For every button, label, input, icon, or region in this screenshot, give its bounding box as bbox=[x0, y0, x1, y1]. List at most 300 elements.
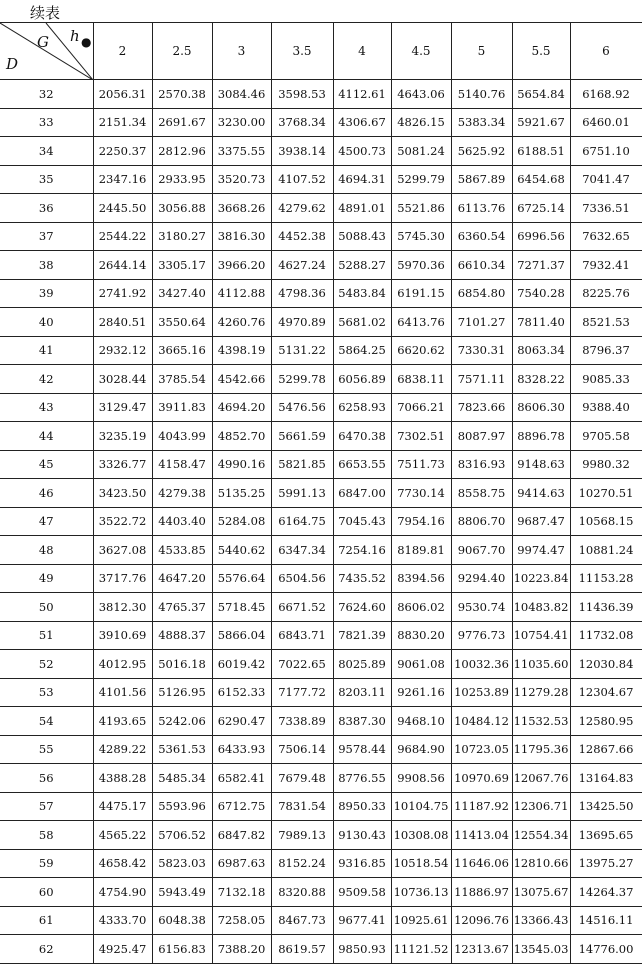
table-cell: 6610.34 bbox=[451, 251, 512, 280]
table-cell: 11532.53 bbox=[512, 707, 570, 736]
table-cell: 5681.02 bbox=[333, 308, 391, 337]
table-row bbox=[0, 450, 642, 479]
table-cell: 10518.54 bbox=[391, 849, 451, 878]
row-label-d: 35 bbox=[0, 165, 93, 194]
table-cell: 3812.30 bbox=[93, 593, 152, 622]
table-row bbox=[0, 507, 642, 536]
row-label-d: 56 bbox=[0, 764, 93, 793]
table-cell: 3816.30 bbox=[212, 222, 271, 251]
column-header: 4.5 bbox=[391, 23, 451, 80]
table-cell: 9980.32 bbox=[570, 450, 642, 479]
table-cell: 4112.88 bbox=[212, 279, 271, 308]
table-cell: 3785.54 bbox=[152, 365, 212, 394]
row-label-d: 55 bbox=[0, 735, 93, 764]
table-row bbox=[0, 80, 642, 109]
table-cell: 13545.03 bbox=[512, 935, 570, 964]
row-label-d: 48 bbox=[0, 536, 93, 565]
table-cell: 2056.31 bbox=[93, 80, 152, 109]
table-cell: 6191.15 bbox=[391, 279, 451, 308]
row-label-d: 38 bbox=[0, 251, 93, 280]
table-cell: 7823.66 bbox=[451, 393, 512, 422]
table-cell: 5483.84 bbox=[333, 279, 391, 308]
table-cell: 11732.08 bbox=[570, 621, 642, 650]
table-cell: 5135.25 bbox=[212, 479, 271, 508]
column-header: 2.5 bbox=[152, 23, 212, 80]
row-label-d: 50 bbox=[0, 593, 93, 622]
table-cell: 6113.76 bbox=[451, 194, 512, 223]
table-cell: 12313.67 bbox=[451, 935, 512, 964]
table-cell: 6582.41 bbox=[212, 764, 271, 793]
table-row bbox=[0, 593, 642, 622]
table-row bbox=[0, 165, 642, 194]
table-row bbox=[0, 792, 642, 821]
table-row bbox=[0, 564, 642, 593]
table-cell: 12096.76 bbox=[451, 906, 512, 935]
table-cell: 13075.67 bbox=[512, 878, 570, 907]
table-cell: 7624.60 bbox=[333, 593, 391, 622]
table-cell: 7506.14 bbox=[271, 735, 333, 764]
table-cell: 5921.67 bbox=[512, 108, 570, 137]
table-cell: 10568.15 bbox=[570, 507, 642, 536]
table-cell: 10484.12 bbox=[451, 707, 512, 736]
table-cell: 9061.08 bbox=[391, 650, 451, 679]
table-cell: 7066.21 bbox=[391, 393, 451, 422]
table-cell: 8806.70 bbox=[451, 507, 512, 536]
table-cell: 14776.00 bbox=[570, 935, 642, 964]
table-cell: 4970.89 bbox=[271, 308, 333, 337]
table-cell: 2812.96 bbox=[152, 137, 212, 166]
table-cell: 12304.67 bbox=[570, 678, 642, 707]
table-cell: 5867.89 bbox=[451, 165, 512, 194]
table-cell: 7989.13 bbox=[271, 821, 333, 850]
column-header: 3.5 bbox=[271, 23, 333, 80]
table-cell: 5991.13 bbox=[271, 479, 333, 508]
table-cell: 6838.11 bbox=[391, 365, 451, 394]
corner-dot-icon: ● bbox=[81, 35, 92, 49]
table-cell: 10270.51 bbox=[570, 479, 642, 508]
row-label-d: 37 bbox=[0, 222, 93, 251]
column-header: 3 bbox=[212, 23, 271, 80]
table-cell: 9509.58 bbox=[333, 878, 391, 907]
table-row bbox=[0, 821, 642, 850]
table-cell: 5485.34 bbox=[152, 764, 212, 793]
table-cell: 3423.50 bbox=[93, 479, 152, 508]
table-cell: 10483.82 bbox=[512, 593, 570, 622]
table-cell: 4565.22 bbox=[93, 821, 152, 850]
table-cell: 9130.43 bbox=[333, 821, 391, 850]
column-header: 5.5 bbox=[512, 23, 570, 80]
table-cell: 5576.64 bbox=[212, 564, 271, 593]
table-cell: 14516.11 bbox=[570, 906, 642, 935]
table-cell: 3717.76 bbox=[93, 564, 152, 593]
table-cell: 3129.47 bbox=[93, 393, 152, 422]
table-cell: 9316.85 bbox=[333, 849, 391, 878]
table-cell: 7045.43 bbox=[333, 507, 391, 536]
table-row bbox=[0, 935, 642, 964]
table-cell: 3910.69 bbox=[93, 621, 152, 650]
table-cell: 2250.37 bbox=[93, 137, 152, 166]
table-cell: 8606.30 bbox=[512, 393, 570, 422]
table-cell: 4158.47 bbox=[152, 450, 212, 479]
table-cell: 4533.85 bbox=[152, 536, 212, 565]
table-cell: 8320.88 bbox=[271, 878, 333, 907]
table-cell: 6156.83 bbox=[152, 935, 212, 964]
table-cell: 7258.05 bbox=[212, 906, 271, 935]
table-cell: 6847.00 bbox=[333, 479, 391, 508]
table-row bbox=[0, 479, 642, 508]
table-cell: 4043.99 bbox=[152, 422, 212, 451]
table-cell: 9388.40 bbox=[570, 393, 642, 422]
table-row bbox=[0, 878, 642, 907]
table-cell: 8796.37 bbox=[570, 336, 642, 365]
table-cell: 9687.47 bbox=[512, 507, 570, 536]
table-cell: 4627.24 bbox=[271, 251, 333, 280]
table-cell: 6712.75 bbox=[212, 792, 271, 821]
table-caption: 续表 bbox=[30, 4, 61, 22]
table-cell: 2445.50 bbox=[93, 194, 152, 223]
table-cell: 6996.56 bbox=[512, 222, 570, 251]
table-cell: 3180.27 bbox=[152, 222, 212, 251]
table-cell: 6433.93 bbox=[212, 735, 271, 764]
table-cell: 3550.64 bbox=[152, 308, 212, 337]
table-cell: 5706.52 bbox=[152, 821, 212, 850]
table-cell: 10104.75 bbox=[391, 792, 451, 821]
row-label-d: 49 bbox=[0, 564, 93, 593]
table-cell: 7540.28 bbox=[512, 279, 570, 308]
row-label-d: 34 bbox=[0, 137, 93, 166]
table-cell: 8225.76 bbox=[570, 279, 642, 308]
row-label-d: 57 bbox=[0, 792, 93, 821]
table-cell: 5126.95 bbox=[152, 678, 212, 707]
table-row bbox=[0, 279, 642, 308]
table-cell: 9261.16 bbox=[391, 678, 451, 707]
row-label-d: 60 bbox=[0, 878, 93, 907]
table-cell: 4694.20 bbox=[212, 393, 271, 422]
table-cell: 13366.43 bbox=[512, 906, 570, 935]
table-cell: 6620.62 bbox=[391, 336, 451, 365]
row-label-d: 47 bbox=[0, 507, 93, 536]
table-cell: 12867.66 bbox=[570, 735, 642, 764]
table-cell: 5745.30 bbox=[391, 222, 451, 251]
row-label-d: 39 bbox=[0, 279, 93, 308]
table-cell: 4279.62 bbox=[271, 194, 333, 223]
table-row bbox=[0, 194, 642, 223]
table-cell: 6258.93 bbox=[333, 393, 391, 422]
table-cell: 4542.66 bbox=[212, 365, 271, 394]
table-cell: 5284.08 bbox=[212, 507, 271, 536]
table-cell: 3028.44 bbox=[93, 365, 152, 394]
table-row bbox=[0, 906, 642, 935]
table-cell: 6360.54 bbox=[451, 222, 512, 251]
column-header: 4 bbox=[333, 23, 391, 80]
row-label-d: 51 bbox=[0, 621, 93, 650]
table-cell: 6056.89 bbox=[333, 365, 391, 394]
table-cell: 11646.06 bbox=[451, 849, 512, 878]
table-cell: 8189.81 bbox=[391, 536, 451, 565]
table-cell: 2691.67 bbox=[152, 108, 212, 137]
table-cell: 4647.20 bbox=[152, 564, 212, 593]
row-label-d: 44 bbox=[0, 422, 93, 451]
row-label-d: 54 bbox=[0, 707, 93, 736]
table-cell: 4798.36 bbox=[271, 279, 333, 308]
table-cell: 4826.15 bbox=[391, 108, 451, 137]
table-cell: 6725.14 bbox=[512, 194, 570, 223]
table-cell: 11795.36 bbox=[512, 735, 570, 764]
corner-label-g: G bbox=[37, 33, 49, 51]
table-cell: 8387.30 bbox=[333, 707, 391, 736]
column-header: 6 bbox=[570, 23, 642, 80]
row-label-d: 58 bbox=[0, 821, 93, 850]
table-cell: 3598.53 bbox=[271, 80, 333, 109]
table-cell: 8776.55 bbox=[333, 764, 391, 793]
table-cell: 6152.33 bbox=[212, 678, 271, 707]
table-cell: 5383.34 bbox=[451, 108, 512, 137]
table-cell: 5299.78 bbox=[271, 365, 333, 394]
table-row bbox=[0, 621, 642, 650]
table-cell: 12067.76 bbox=[512, 764, 570, 793]
table-cell: 5521.86 bbox=[391, 194, 451, 223]
table-cell: 9974.47 bbox=[512, 536, 570, 565]
table-cell: 9578.44 bbox=[333, 735, 391, 764]
table-cell: 6470.38 bbox=[333, 422, 391, 451]
table-cell: 5970.36 bbox=[391, 251, 451, 280]
table-cell: 6019.42 bbox=[212, 650, 271, 679]
row-label-d: 42 bbox=[0, 365, 93, 394]
table-cell: 3427.40 bbox=[152, 279, 212, 308]
column-header: 5 bbox=[451, 23, 512, 80]
corner-cell bbox=[0, 23, 93, 80]
table-cell: 4643.06 bbox=[391, 80, 451, 109]
table-cell: 10754.41 bbox=[512, 621, 570, 650]
table-cell: 3230.00 bbox=[212, 108, 271, 137]
table-row bbox=[0, 650, 642, 679]
table-cell: 7511.73 bbox=[391, 450, 451, 479]
table-cell: 4765.37 bbox=[152, 593, 212, 622]
table-row bbox=[0, 422, 642, 451]
table-cell: 7338.89 bbox=[271, 707, 333, 736]
table-cell: 6854.80 bbox=[451, 279, 512, 308]
table-cell: 8316.93 bbox=[451, 450, 512, 479]
table-cell: 5361.53 bbox=[152, 735, 212, 764]
table-cell: 6048.38 bbox=[152, 906, 212, 935]
table-cell: 11121.52 bbox=[391, 935, 451, 964]
table-cell: 9530.74 bbox=[451, 593, 512, 622]
table-cell: 2932.12 bbox=[93, 336, 152, 365]
table-cell: 11279.28 bbox=[512, 678, 570, 707]
table-cell: 8203.11 bbox=[333, 678, 391, 707]
table-cell: 4925.47 bbox=[93, 935, 152, 964]
table-cell: 9468.10 bbox=[391, 707, 451, 736]
table-cell: 10970.69 bbox=[451, 764, 512, 793]
corner-label-h: h bbox=[70, 27, 80, 45]
table-row bbox=[0, 108, 642, 137]
table-cell: 9705.58 bbox=[570, 422, 642, 451]
table-cell: 6671.52 bbox=[271, 593, 333, 622]
table-cell: 11153.28 bbox=[570, 564, 642, 593]
table-cell: 6168.92 bbox=[570, 80, 642, 109]
table-cell: 10736.13 bbox=[391, 878, 451, 907]
row-label-d: 40 bbox=[0, 308, 93, 337]
table-cell: 9148.63 bbox=[512, 450, 570, 479]
table-cell: 3665.16 bbox=[152, 336, 212, 365]
table-cell: 6347.34 bbox=[271, 536, 333, 565]
table-row bbox=[0, 251, 642, 280]
table-cell: 8063.34 bbox=[512, 336, 570, 365]
corner-label-d: D bbox=[6, 55, 19, 73]
table-cell: 6987.63 bbox=[212, 849, 271, 878]
table-cell: 8619.57 bbox=[271, 935, 333, 964]
table-cell: 5440.62 bbox=[212, 536, 271, 565]
table-cell: 3668.26 bbox=[212, 194, 271, 223]
table-cell: 3056.88 bbox=[152, 194, 212, 223]
table-row bbox=[0, 536, 642, 565]
table-row bbox=[0, 849, 642, 878]
table-cell: 6413.76 bbox=[391, 308, 451, 337]
table-cell: 8087.97 bbox=[451, 422, 512, 451]
table-cell: 3084.46 bbox=[212, 80, 271, 109]
table-cell: 2570.38 bbox=[152, 80, 212, 109]
table-cell: 9294.40 bbox=[451, 564, 512, 593]
table-cell: 8558.75 bbox=[451, 479, 512, 508]
table-cell: 9908.56 bbox=[391, 764, 451, 793]
table-cell: 4193.65 bbox=[93, 707, 152, 736]
table-cell: 4888.37 bbox=[152, 621, 212, 650]
table-cell: 5654.84 bbox=[512, 80, 570, 109]
table-cell: 8467.73 bbox=[271, 906, 333, 935]
table-cell: 5823.03 bbox=[152, 849, 212, 878]
table-cell: 9414.63 bbox=[512, 479, 570, 508]
table-cell: 10308.08 bbox=[391, 821, 451, 850]
table-cell: 3375.55 bbox=[212, 137, 271, 166]
table-cell: 3911.83 bbox=[152, 393, 212, 422]
table-cell: 10032.36 bbox=[451, 650, 512, 679]
table-cell: 13695.65 bbox=[570, 821, 642, 850]
table-cell: 5718.45 bbox=[212, 593, 271, 622]
table-cell: 11436.39 bbox=[570, 593, 642, 622]
table-cell: 7730.14 bbox=[391, 479, 451, 508]
table-cell: 7679.48 bbox=[271, 764, 333, 793]
table-cell: 7632.65 bbox=[570, 222, 642, 251]
table-cell: 5943.49 bbox=[152, 878, 212, 907]
table-row bbox=[0, 308, 642, 337]
table-cell: 4289.22 bbox=[93, 735, 152, 764]
table-cell: 5821.85 bbox=[271, 450, 333, 479]
table-cell: 4475.17 bbox=[93, 792, 152, 821]
table-cell: 6188.51 bbox=[512, 137, 570, 166]
table-cell: 8394.56 bbox=[391, 564, 451, 593]
row-label-d: 41 bbox=[0, 336, 93, 365]
table-cell: 5866.04 bbox=[212, 621, 271, 650]
table-cell: 3235.19 bbox=[93, 422, 152, 451]
table-cell: 4658.42 bbox=[93, 849, 152, 878]
table-row bbox=[0, 222, 642, 251]
table-cell: 4388.28 bbox=[93, 764, 152, 793]
table-cell: 7330.31 bbox=[451, 336, 512, 365]
table-cell: 8896.78 bbox=[512, 422, 570, 451]
table-cell: 12580.95 bbox=[570, 707, 642, 736]
table-cell: 3966.20 bbox=[212, 251, 271, 280]
table-cell: 5081.24 bbox=[391, 137, 451, 166]
table-cell: 3520.73 bbox=[212, 165, 271, 194]
table-cell: 8152.24 bbox=[271, 849, 333, 878]
table-cell: 9067.70 bbox=[451, 536, 512, 565]
table-cell: 7254.16 bbox=[333, 536, 391, 565]
table-cell: 3305.17 bbox=[152, 251, 212, 280]
table-cell: 3768.34 bbox=[271, 108, 333, 137]
table-cell: 2933.95 bbox=[152, 165, 212, 194]
table-row bbox=[0, 678, 642, 707]
table-cell: 9085.33 bbox=[570, 365, 642, 394]
row-label-d: 46 bbox=[0, 479, 93, 508]
table-cell: 7271.37 bbox=[512, 251, 570, 280]
table-cell: 5088.43 bbox=[333, 222, 391, 251]
table-cell: 8950.33 bbox=[333, 792, 391, 821]
header-row bbox=[0, 23, 642, 80]
table-cell: 4279.38 bbox=[152, 479, 212, 508]
table-cell: 12554.34 bbox=[512, 821, 570, 850]
row-label-d: 36 bbox=[0, 194, 93, 223]
table-cell: 2741.92 bbox=[93, 279, 152, 308]
table-cell: 5593.96 bbox=[152, 792, 212, 821]
table-cell: 4101.56 bbox=[93, 678, 152, 707]
table-cell: 13975.27 bbox=[570, 849, 642, 878]
table-cell: 3627.08 bbox=[93, 536, 152, 565]
table-cell: 11413.04 bbox=[451, 821, 512, 850]
table-cell: 5016.18 bbox=[152, 650, 212, 679]
table-cell: 8025.89 bbox=[333, 650, 391, 679]
table-cell: 7932.41 bbox=[570, 251, 642, 280]
table-cell: 7177.72 bbox=[271, 678, 333, 707]
table-cell: 4403.40 bbox=[152, 507, 212, 536]
table-cell: 11187.92 bbox=[451, 792, 512, 821]
table-cell: 4891.01 bbox=[333, 194, 391, 223]
table-cell: 7302.51 bbox=[391, 422, 451, 451]
table-cell: 5131.22 bbox=[271, 336, 333, 365]
table-cell: 7811.40 bbox=[512, 308, 570, 337]
table-cell: 4398.19 bbox=[212, 336, 271, 365]
table-cell: 13164.83 bbox=[570, 764, 642, 793]
table-cell: 7336.51 bbox=[570, 194, 642, 223]
table-cell: 8521.53 bbox=[570, 308, 642, 337]
table-cell: 12810.66 bbox=[512, 849, 570, 878]
table-cell: 3938.14 bbox=[271, 137, 333, 166]
table-cell: 10925.61 bbox=[391, 906, 451, 935]
table-cell: 4852.70 bbox=[212, 422, 271, 451]
table-cell: 4012.95 bbox=[93, 650, 152, 679]
table-cell: 6164.75 bbox=[271, 507, 333, 536]
table-cell: 6843.71 bbox=[271, 621, 333, 650]
table-cell: 4754.90 bbox=[93, 878, 152, 907]
table-cell: 4452.38 bbox=[271, 222, 333, 251]
row-label-d: 52 bbox=[0, 650, 93, 679]
table-row bbox=[0, 365, 642, 394]
table-cell: 2347.16 bbox=[93, 165, 152, 194]
table-row bbox=[0, 735, 642, 764]
table-cell: 7132.18 bbox=[212, 878, 271, 907]
table-cell: 3522.72 bbox=[93, 507, 152, 536]
row-label-d: 62 bbox=[0, 935, 93, 964]
table-cell: 6751.10 bbox=[570, 137, 642, 166]
table-cell: 4694.31 bbox=[333, 165, 391, 194]
table-cell: 4500.73 bbox=[333, 137, 391, 166]
table-cell: 7101.27 bbox=[451, 308, 512, 337]
table-cell: 10223.84 bbox=[512, 564, 570, 593]
table-cell: 8328.22 bbox=[512, 365, 570, 394]
table-cell: 2840.51 bbox=[93, 308, 152, 337]
table-cell: 2644.14 bbox=[93, 251, 152, 280]
table-cell: 6653.55 bbox=[333, 450, 391, 479]
table-cell: 9850.93 bbox=[333, 935, 391, 964]
